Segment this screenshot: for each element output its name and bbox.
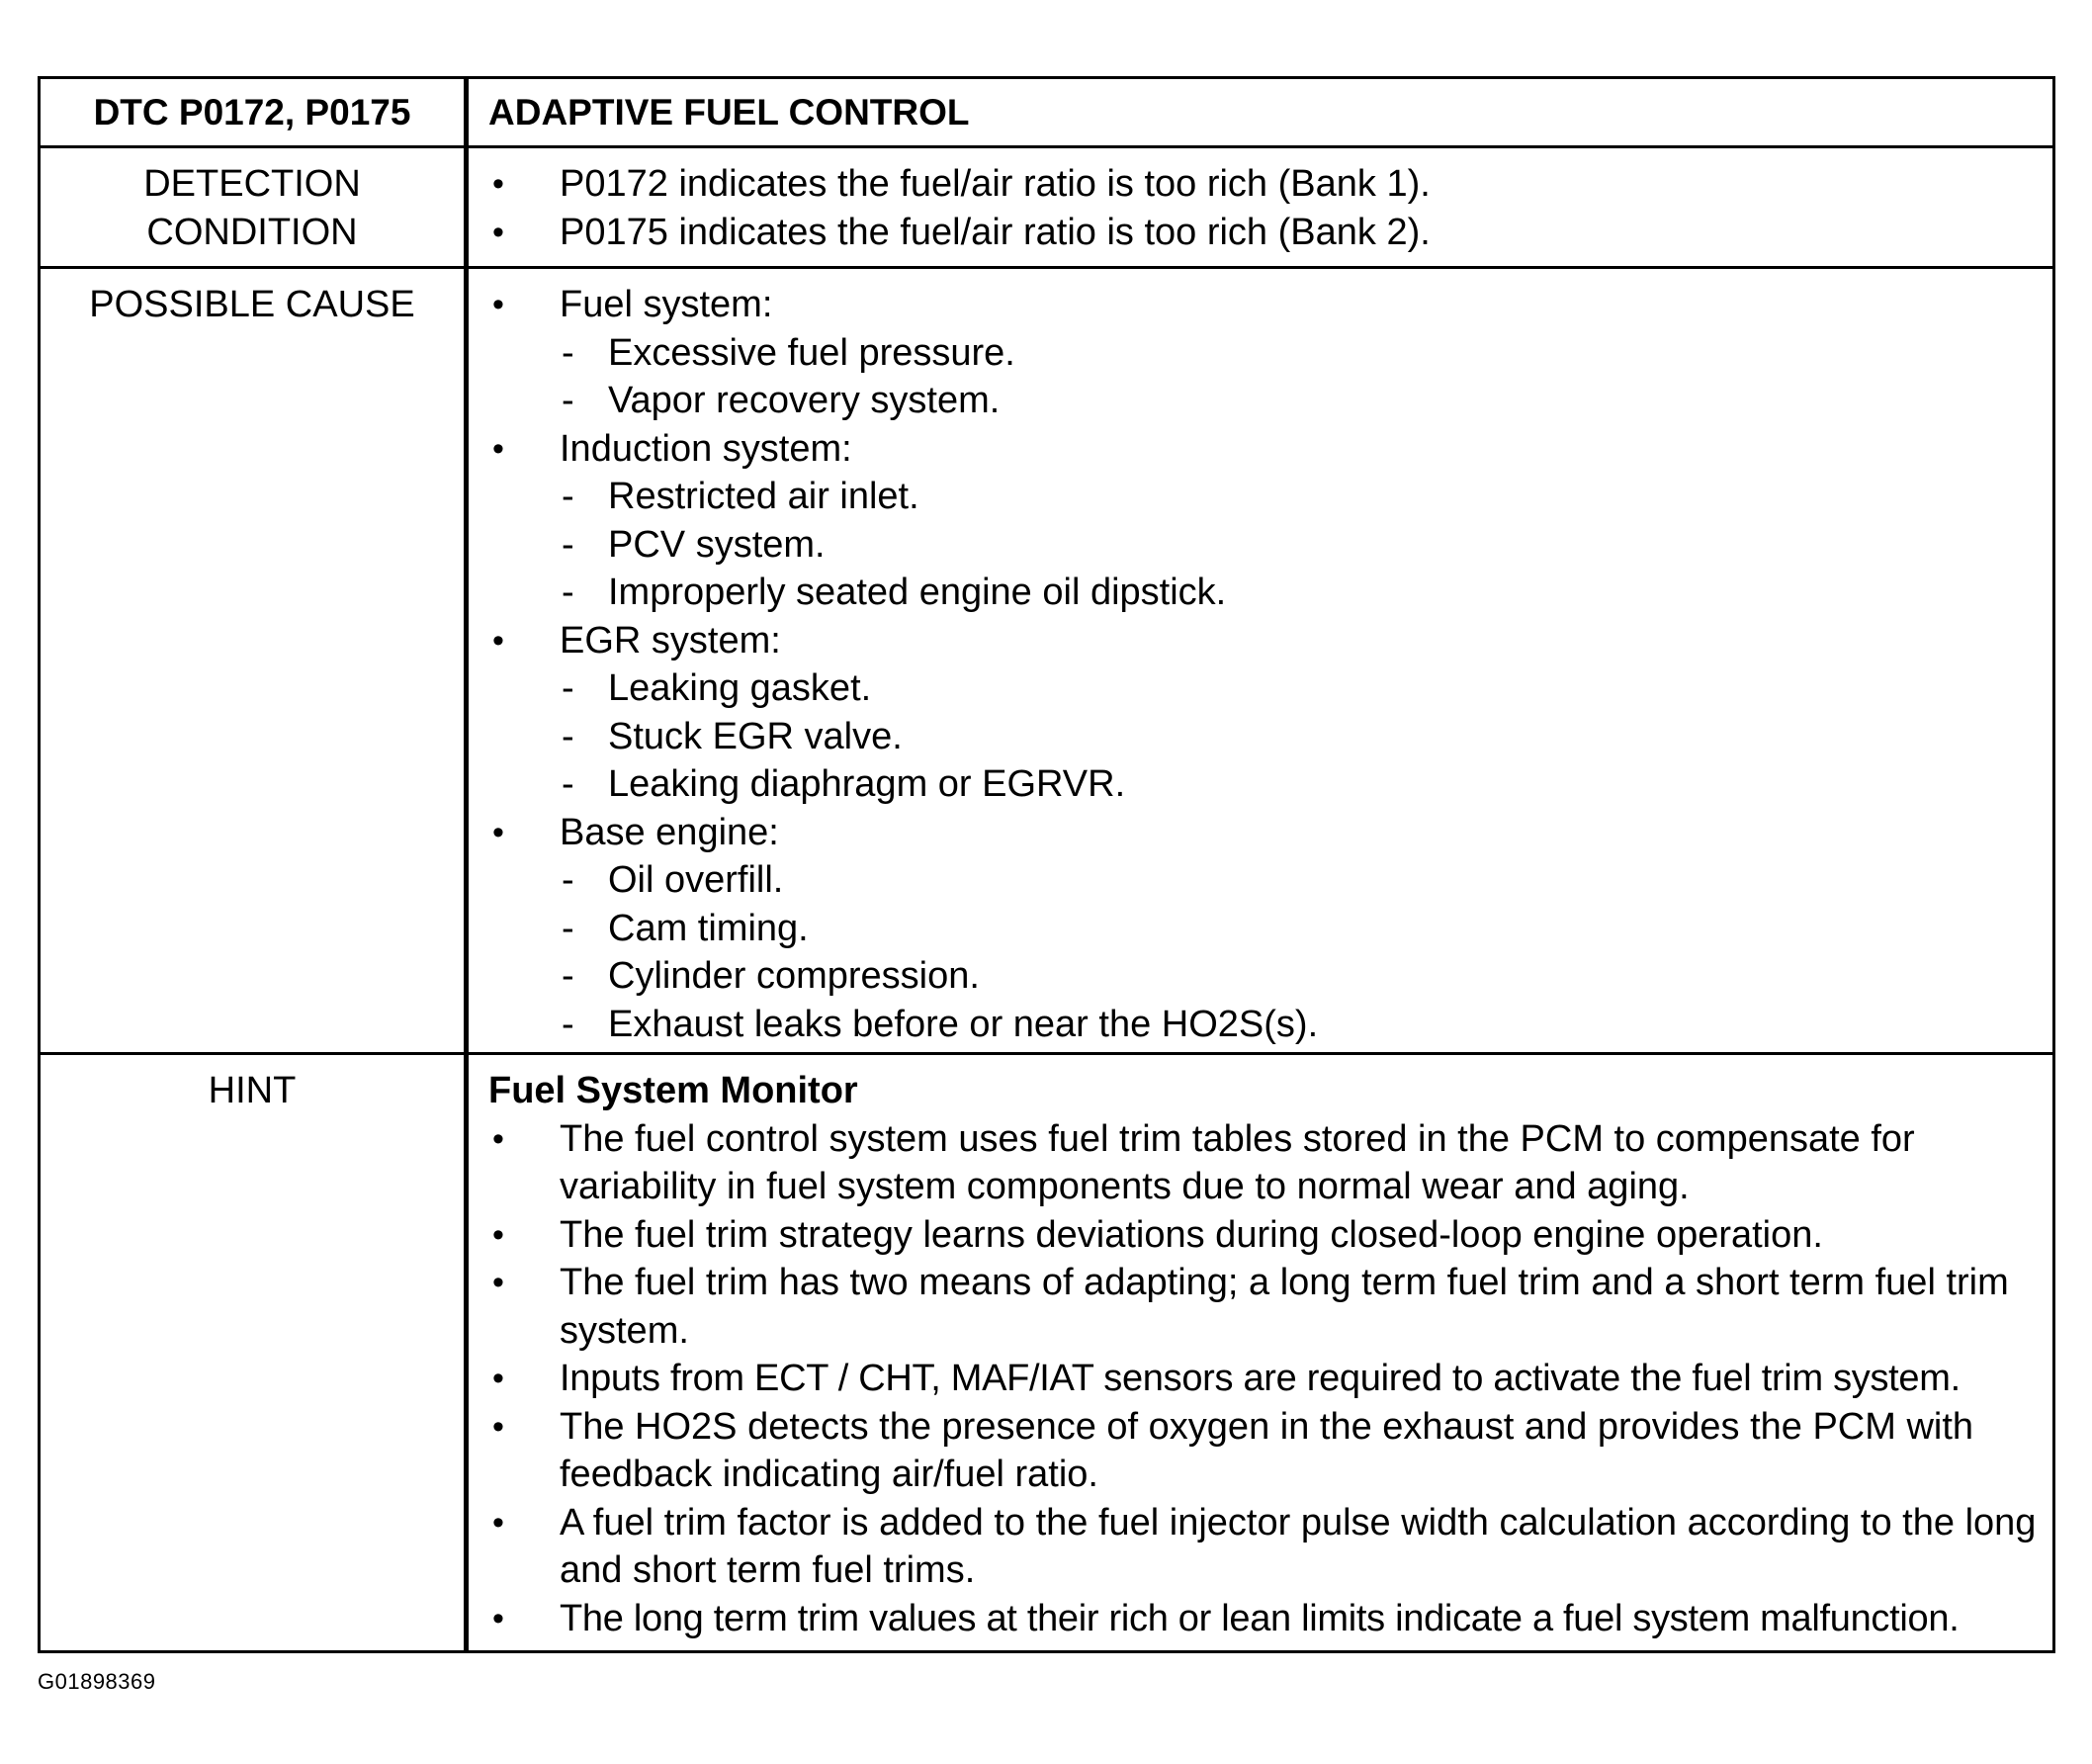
cause-subitem: - Stuck EGR valve. bbox=[488, 713, 2048, 761]
hint-item: • The long term trim values at their rich or lean limits indicate a fuel system malfunction. bbox=[488, 1595, 2048, 1643]
hint-list bbox=[488, 1115, 2048, 1643]
cause-subitem: - PCV system. bbox=[488, 521, 2048, 570]
hint-label: HINT bbox=[41, 1055, 469, 1650]
hint-item: • The HO2S detects the presence of oxygen in the exhaust and provides the PCM with feedback indicating air/fuel ratio. bbox=[488, 1403, 2048, 1499]
header-code: DTC P0172, P0175 bbox=[41, 79, 469, 148]
hint-item: • The fuel trim has two means of adapting; a long term fuel trim and a short term fuel trim system. bbox=[488, 1259, 2048, 1355]
cause-group bbox=[488, 425, 2048, 617]
cause-group bbox=[488, 809, 2048, 1049]
cause-sublist bbox=[560, 856, 2048, 1048]
cause-subitem: - Excessive fuel pressure. bbox=[488, 329, 2048, 378]
detection-item: • P0172 indicates the fuel/air ratio is too rich (Bank 1). bbox=[488, 160, 2048, 209]
cause-sublist bbox=[560, 329, 2048, 425]
detection-item: • P0175 indicates the fuel/air ratio is too rich (Bank 2). bbox=[488, 209, 2048, 257]
hint-item: • A fuel trim factor is added to the fuel injector pulse width calculation according to the long and short term fuel trims. bbox=[488, 1499, 2048, 1595]
header-title: ADAPTIVE FUEL CONTROL bbox=[469, 79, 2052, 148]
hint-content bbox=[469, 1055, 2052, 1650]
detection-content bbox=[469, 148, 2052, 269]
hint-item: • The fuel trim strategy learns deviations during closed-loop engine operation. bbox=[488, 1211, 2048, 1260]
cause-sublist bbox=[560, 664, 2048, 809]
cause-sublist bbox=[560, 473, 2048, 617]
detection-label bbox=[41, 148, 469, 269]
cause-subitem: - Vapor recovery system. bbox=[488, 377, 2048, 425]
hint-item: • The fuel control system uses fuel trim tables stored in the PCM to compensate for variability in fuel system components due to normal wear and aging. bbox=[488, 1115, 2048, 1211]
possible-cause-list bbox=[488, 281, 2048, 1048]
cause-subitem: - Improperly seated engine oil dipstick. bbox=[488, 569, 2048, 617]
detection-list bbox=[488, 160, 2048, 256]
cause-group-title: Base engine: bbox=[560, 811, 779, 853]
hint-title: Fuel System Monitor bbox=[488, 1070, 858, 1111]
possible-cause-content bbox=[469, 269, 2052, 1055]
cause-group-title: Induction system: bbox=[560, 427, 852, 470]
cause-group-title: EGR system: bbox=[560, 619, 781, 662]
cause-subitem: - Cam timing. bbox=[488, 905, 2048, 953]
figure-id: G01898369 bbox=[38, 1669, 156, 1694]
cause-subitem: - Cylinder compression. bbox=[488, 952, 2048, 1001]
cause-group-title: Fuel system: bbox=[560, 284, 773, 325]
possible-cause-label: POSSIBLE CAUSE bbox=[41, 269, 469, 1055]
cause-subitem: - Leaking diaphragm or EGRVR. bbox=[488, 760, 2048, 809]
cause-subitem: - Exhaust leaks before or near the HO2S(s). bbox=[488, 1001, 2048, 1049]
cause-group bbox=[488, 617, 2048, 809]
dtc-table bbox=[38, 76, 2055, 1653]
cause-subitem: - Leaking gasket. bbox=[488, 664, 2048, 713]
hint-item: • Inputs from ECT / CHT, MAF/IAT sensors are required to activate the fuel trim system. bbox=[488, 1355, 2048, 1403]
detection-label-text: DETECTION CONDITION bbox=[143, 163, 361, 253]
cause-group bbox=[488, 281, 2048, 425]
cause-subitem: - Oil overfill. bbox=[488, 856, 2048, 905]
cause-subitem: - Restricted air inlet. bbox=[488, 473, 2048, 521]
